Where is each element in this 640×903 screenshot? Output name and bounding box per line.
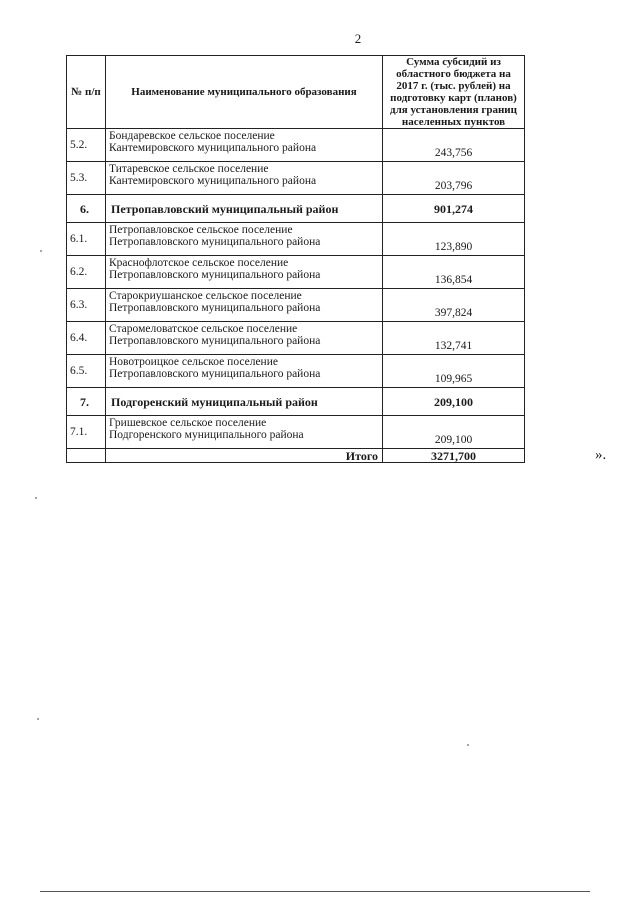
header-number: № п/п <box>67 56 106 129</box>
row-name-line2: Петропавловского муниципального района <box>109 335 321 347</box>
total-label: Итого <box>106 449 383 463</box>
row-name-cell <box>106 322 383 355</box>
row-name-line1: Старокриушанское сельское поселение <box>109 290 302 302</box>
settlement-row <box>67 129 525 162</box>
row-name-cell <box>106 162 383 195</box>
row-name-line2: Петропавловского муниципального района <box>109 269 321 281</box>
row-name-cell <box>106 223 383 256</box>
scan-speck <box>37 718 39 720</box>
settlement-row <box>67 223 525 256</box>
row-name-line1: Старомеловатское сельское поселение <box>109 323 298 335</box>
row-sum: 901,274 <box>383 195 525 223</box>
row-name-line1: Новотроицкое сельское поселение <box>109 356 278 368</box>
row-name-cell <box>106 195 383 223</box>
subsidies-table <box>66 55 525 463</box>
row-number: 6.2. <box>67 256 106 289</box>
row-name-line1: Гришевское сельское поселение <box>109 417 267 429</box>
row-name-line2: Кантемировского муниципального района <box>109 175 317 187</box>
row-name-line1: Бондаревское сельское поселение <box>109 130 275 142</box>
row-number: 5.3. <box>67 162 106 195</box>
district-row <box>67 388 525 416</box>
row-number: 7.1. <box>67 416 106 449</box>
row-name-line1: Петропавловское сельское поселение <box>109 224 293 236</box>
scan-speck <box>467 744 469 746</box>
row-name-cell <box>106 388 383 416</box>
row-number: 5.2. <box>67 129 106 162</box>
table-body <box>67 129 525 449</box>
settlement-row <box>67 289 525 322</box>
row-name-line2: Кантемировского муниципального района <box>109 142 317 154</box>
row-number: 6. <box>67 195 106 223</box>
row-sum: 203,796 <box>383 162 525 195</box>
row-name-line2: Петропавловского муниципального района <box>109 302 321 314</box>
page-number: 2 <box>354 31 362 46</box>
row-name-cell <box>106 129 383 162</box>
row-sum: 109,965 <box>383 355 525 388</box>
row-sum: 209,100 <box>383 416 525 449</box>
row-sum: 136,854 <box>383 256 525 289</box>
settlement-row <box>67 162 525 195</box>
settlement-row <box>67 322 525 355</box>
settlement-row <box>67 256 525 289</box>
row-name-line2: Подгоренского муниципального района <box>109 429 304 441</box>
header-sum: Сумма субсидий из областного бюджета на 2017 г. (тыс. рублей) на подготовку карт (планов) для установления границ населенных пунктов <box>383 56 525 129</box>
total-value: 3271,700 <box>383 449 525 463</box>
row-sum: 397,824 <box>383 289 525 322</box>
footer-divider <box>40 891 590 892</box>
closing-quote-mark: ». <box>595 447 607 463</box>
row-name-cell <box>106 256 383 289</box>
row-number: 6.3. <box>67 289 106 322</box>
row-name-line1: Титаревское сельское поселение <box>109 163 269 175</box>
row-number: 6.1. <box>67 223 106 256</box>
settlement-row <box>67 355 525 388</box>
total-empty-cell <box>67 449 106 463</box>
scan-speck <box>35 497 37 499</box>
row-sum: 132,741 <box>383 322 525 355</box>
row-name-line1: Подгоренский муниципальный район <box>111 394 318 409</box>
row-sum: 243,756 <box>383 129 525 162</box>
row-number: 7. <box>67 388 106 416</box>
row-sum: 209,100 <box>383 388 525 416</box>
row-name-line1: Петропавловский муниципальный район <box>111 201 339 216</box>
row-name-line1: Краснофлотское сельское поселение <box>109 257 289 269</box>
row-name-cell <box>106 416 383 449</box>
row-sum: 123,890 <box>383 223 525 256</box>
table-header-row <box>67 56 525 129</box>
row-name-line2: Петропавловского муниципального района <box>109 236 321 248</box>
total-row <box>67 449 525 463</box>
scan-speck <box>40 250 42 252</box>
row-name-line2: Петропавловского муниципального района <box>109 368 321 380</box>
row-name-cell <box>106 355 383 388</box>
header-name: Наименование муниципального образования <box>106 56 383 129</box>
row-number: 6.5. <box>67 355 106 388</box>
row-number: 6.4. <box>67 322 106 355</box>
district-row <box>67 195 525 223</box>
settlement-row <box>67 416 525 449</box>
row-name-cell <box>106 289 383 322</box>
